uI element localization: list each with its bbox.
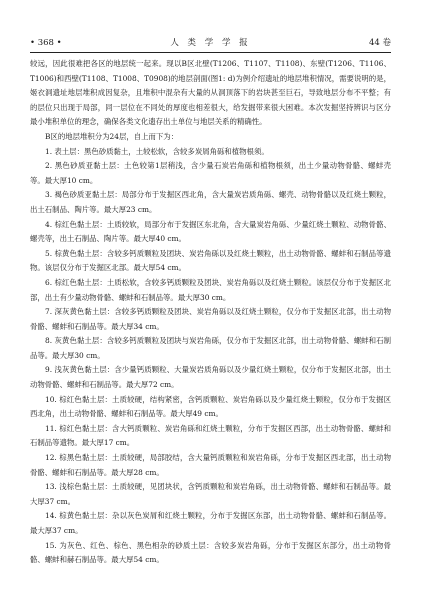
layer-description: 4. 棕红色黏土层：土质较软，局部分布于发掘区东北角，含大量炭岩角砾、少量红烧土颗粒、动物骨骼、螺壳等，出土石制品、陶片等。最大厚40 cm。 — [30, 219, 391, 244]
layer-description: 6. 棕红色黏土层：土质松软，含较多钙质颗粒及团块、炭岩角砾以及红烧土颗粒。该层仅分布于发掘区北部，出土有少量动物骨骼、螺蚌和石制品等。最大厚30 cm。 — [30, 277, 391, 302]
layer-description: 13. 浅棕色黏土层：土质较硬，见团块状，含钙质颗粒和炭岩角砾，出土动物骨骼、螺蚌和石制品等。最大厚37 cm。 — [30, 482, 391, 506]
layer-description: 10. 棕红色黏土层：土质较硬，结构紧密，含钙质颗粒、炭岩角砾以及少量红烧土颗粒，仅分布于发掘区西北角，出土动物骨骼、螺蚌和石制品等。最大厚49 cm。 — [30, 394, 391, 419]
layer-description: 11. 棕红色黏土层：含大钙质颗粒、炭岩角砾和红烧土颗粒，分布于发掘区西部，出土动物骨骼、螺蚌和石制品等遗物。最大厚17 cm。 — [30, 423, 391, 448]
layer-description: 12. 棕黑色黏土层：土质较硬，局部胶结，含大量钙质颗粒和炭岩角砾，分布于发掘区西北部，出土动物骨骼、螺蚌和石制品等。最大厚28 cm。 — [30, 453, 391, 477]
layer-description: 7. 深灰黄色黏土层：含较多钙质颗粒及团块、炭岩角砾以及红烧土颗粒，仅分布于发掘区北部，出土动物骨骼、螺蚌和石制品等。最大厚34 cm。 — [30, 307, 391, 331]
layer-description: 14. 棕黄色黏土层：杂以灰色炭屑和红烧土颗粒，分布于发掘区东部，出土动物骨骼、螺蚌和石制品等。最大厚37 cm。 — [30, 511, 391, 535]
body-text — [30, 57, 391, 568]
layer-description: 2. 黑色砂质亚黏土层：土色较第1层稍浅，含少量石炭岩角砾和植物根须，出土少量动物骨骼、螺蚌壳等。最大厚10 cm。 — [30, 161, 391, 185]
layer-description: 3. 褐色砂质亚黏土层：局部分布于发掘区西北角，含大量炭岩质角砾、螺壳、动物骨骼以及红烧土颗粒，出土石制品、陶片等。最大厚23 cm。 — [30, 190, 391, 214]
header-rule — [30, 52, 391, 53]
layer-description: 8. 灰黄色黏土层：含较多钙质颗粒及团块与炭岩角砾，仅分布于发掘区北部，出土动物骨骼、螺蚌和石制品等。最大厚30 cm。 — [30, 336, 391, 360]
section-intro-paragraph: B区的地层堆积分为24层，自上而下为： — [45, 131, 179, 141]
layer-description: 9. 浅灰黄色黏土层：含少量钙质颗粒、大量炭岩质角砾以及少量红烧土颗粒，仅分布于发掘区北部，出土动物骨骼、螺蚌和石制品等。最大厚72 cm。 — [30, 365, 391, 390]
page-number: • 368 • — [30, 38, 62, 48]
layer-description: 1. 表土层：黑色砂质黏土，土较松软，含较多炭屑角砾和植物根须。 — [45, 146, 269, 156]
layer-description: 15. 为灰色、红色、棕色、黑色相杂的砂质土层：含较多炭岩角砾，分布于发掘区东部分，出土动物骨骼、螺蚌和赫石制品等。最大厚54 cm。 — [30, 540, 391, 565]
layer-description: 5. 棕黄色黏土层：含较多钙质颗粒及团块、炭岩角砾以及红烧土颗粒，出土动物骨骼、螺蚌和石制品等遗物。该层仅分布于发掘区北部。最大厚54 cm。 — [30, 248, 391, 273]
volume-label: 44 卷 — [368, 38, 391, 48]
running-header — [30, 36, 391, 50]
journal-title: 人 类 学 学 报 — [170, 38, 251, 48]
intro-paragraph: 较远，因此很难把各区的地层统一起来。现以B区北壁(T1206、T1107、T1108)、东壁(T1206、T1106、T1006)和西壁(T1108、T1008、T0908)的地层剖面(图1: d)为例介绍遗址的地层堆积情况，需要说明的是，姬衣洞遗址地层堆积成因复杂，且堆积中混杂有大量的从洞顶落下的岩块甚至巨石，导致地层分布不平整；有的层位只出现于局部，同一层位在不同处的厚度也相差很大，给发掘带来很大困难。本次发掘坚持辨识与区分最小堆积单位的理念，确保各类文化遗存出土单位与地层关系的精确性。 — [30, 59, 391, 127]
